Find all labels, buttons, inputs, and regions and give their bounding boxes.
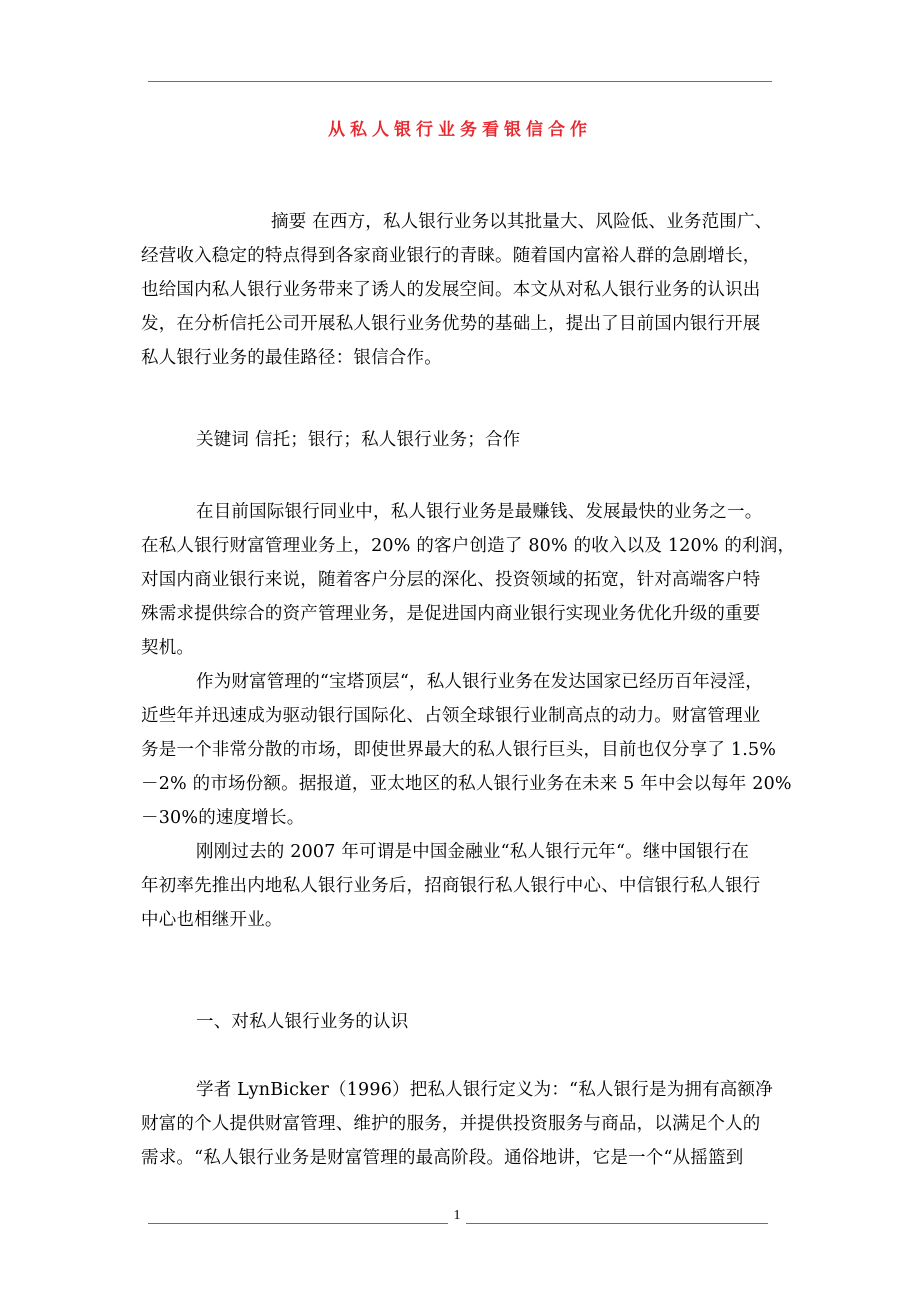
paragraph-1-line-2: 在私人银行财富管理业务上，20% 的客户创造了 80% 的收入以及 120% 的利润， xyxy=(141,536,796,556)
keywords-line xyxy=(141,423,781,457)
paragraph-3-line-1: 刚刚过去的 2007 年可谓是中国金融业“私人银行元年“。继中国银行在 xyxy=(196,842,750,862)
section-heading: 一、对私人银行业务的认识 xyxy=(196,1012,409,1032)
section-paragraph-line-2: 财富的个人提供财富管理、维护的服务，并提供投资服务与商品，以满足个人的 xyxy=(141,1114,761,1134)
footer-rule-left xyxy=(148,1223,448,1224)
paragraph-1-line-5: 契机。 xyxy=(141,638,195,658)
section-paragraph-line-1: 学者 LynBicker（1996）把私人银行定义为：“私人银行是为拥有高额净 xyxy=(196,1080,773,1100)
paragraph-1-line-4: 殊需求提供综合的资产管理业务，是促进国内商业银行实现业务优化升级的重要 xyxy=(141,604,761,624)
abstract xyxy=(141,205,781,375)
paragraph-3-line-2: 年初率先推出内地私人银行业务后，招商银行私人银行中心、中信银行私人银行 xyxy=(141,876,761,896)
abstract-line-5: 私人银行业务的最佳路径：银信合作。 xyxy=(141,348,442,368)
section-paragraph xyxy=(141,1073,781,1175)
paragraph-2-line-2: 近些年并迅速成为驱动银行国际化、占领全球银行业制高点的动力。财富管理业 xyxy=(141,706,761,726)
abstract-line-2: 经营收入稳定的特点得到各家商业银行的青睐。随着国内富裕人群的急剧增长， xyxy=(141,246,761,266)
keywords-text: 信托；银行；私人银行业务；合作 xyxy=(254,430,521,450)
paragraph-1-line-3: 对国内商业银行来说，随着客户分层的深化、投资领域的拓宽，针对高端客户特 xyxy=(141,570,761,590)
header-rule xyxy=(148,81,772,82)
paragraph-2-line-1: 作为财富管理的“宝塔顶层“，私人银行业务在发达国家已经历百年浸淫， xyxy=(196,672,763,692)
abstract-line-3: 也给国内私人银行业务带来了诱人的发展空间。本文从对私人银行业务的认识出 xyxy=(141,280,761,300)
paragraph-1 xyxy=(141,495,796,665)
page-number: 1 xyxy=(453,1208,461,1223)
paragraph-1-line-1: 在目前国际银行同业中，私人银行业务是最赚钱、发展最快的业务之一。 xyxy=(196,502,763,522)
section-paragraph-line-3: 需求。“私人银行业务是财富管理的最高阶段。通俗地讲，它是一个“从摇篮到 xyxy=(141,1148,744,1168)
abstract-line-1: 摘要 在西方，私人银行业务以其批量大、风险低、业务范围广、 xyxy=(271,212,773,232)
keywords xyxy=(141,423,781,457)
paragraph-3-line-3: 中心也相继开业。 xyxy=(141,910,283,930)
abstract-line-4: 发，在分析信托公司开展私人银行业务优势的基础上，提出了目前国内银行开展 xyxy=(141,314,761,334)
paragraph-2-line-5: －30%的速度增长。 xyxy=(141,808,305,828)
document-title: 从私人银行业务看银信合作 xyxy=(328,120,592,140)
paragraph-3 xyxy=(141,835,781,937)
keywords-label: 关键词 xyxy=(196,430,250,450)
abstract-label: 摘要 xyxy=(271,212,307,232)
paragraph-2 xyxy=(141,665,792,835)
page-footer xyxy=(148,1209,768,1229)
footer-rule-right xyxy=(466,1223,768,1224)
paragraph-2-line-3: 务是一个非常分散的市场，即使世界最大的私人银行巨头，目前也仅分享了 1.5% xyxy=(141,740,777,760)
section-heading-block xyxy=(141,1005,781,1039)
paragraph-2-line-4: －2% 的市场份额。据报道，亚太地区的私人银行业务在未来 5 年中会以每年 20% xyxy=(141,774,792,794)
